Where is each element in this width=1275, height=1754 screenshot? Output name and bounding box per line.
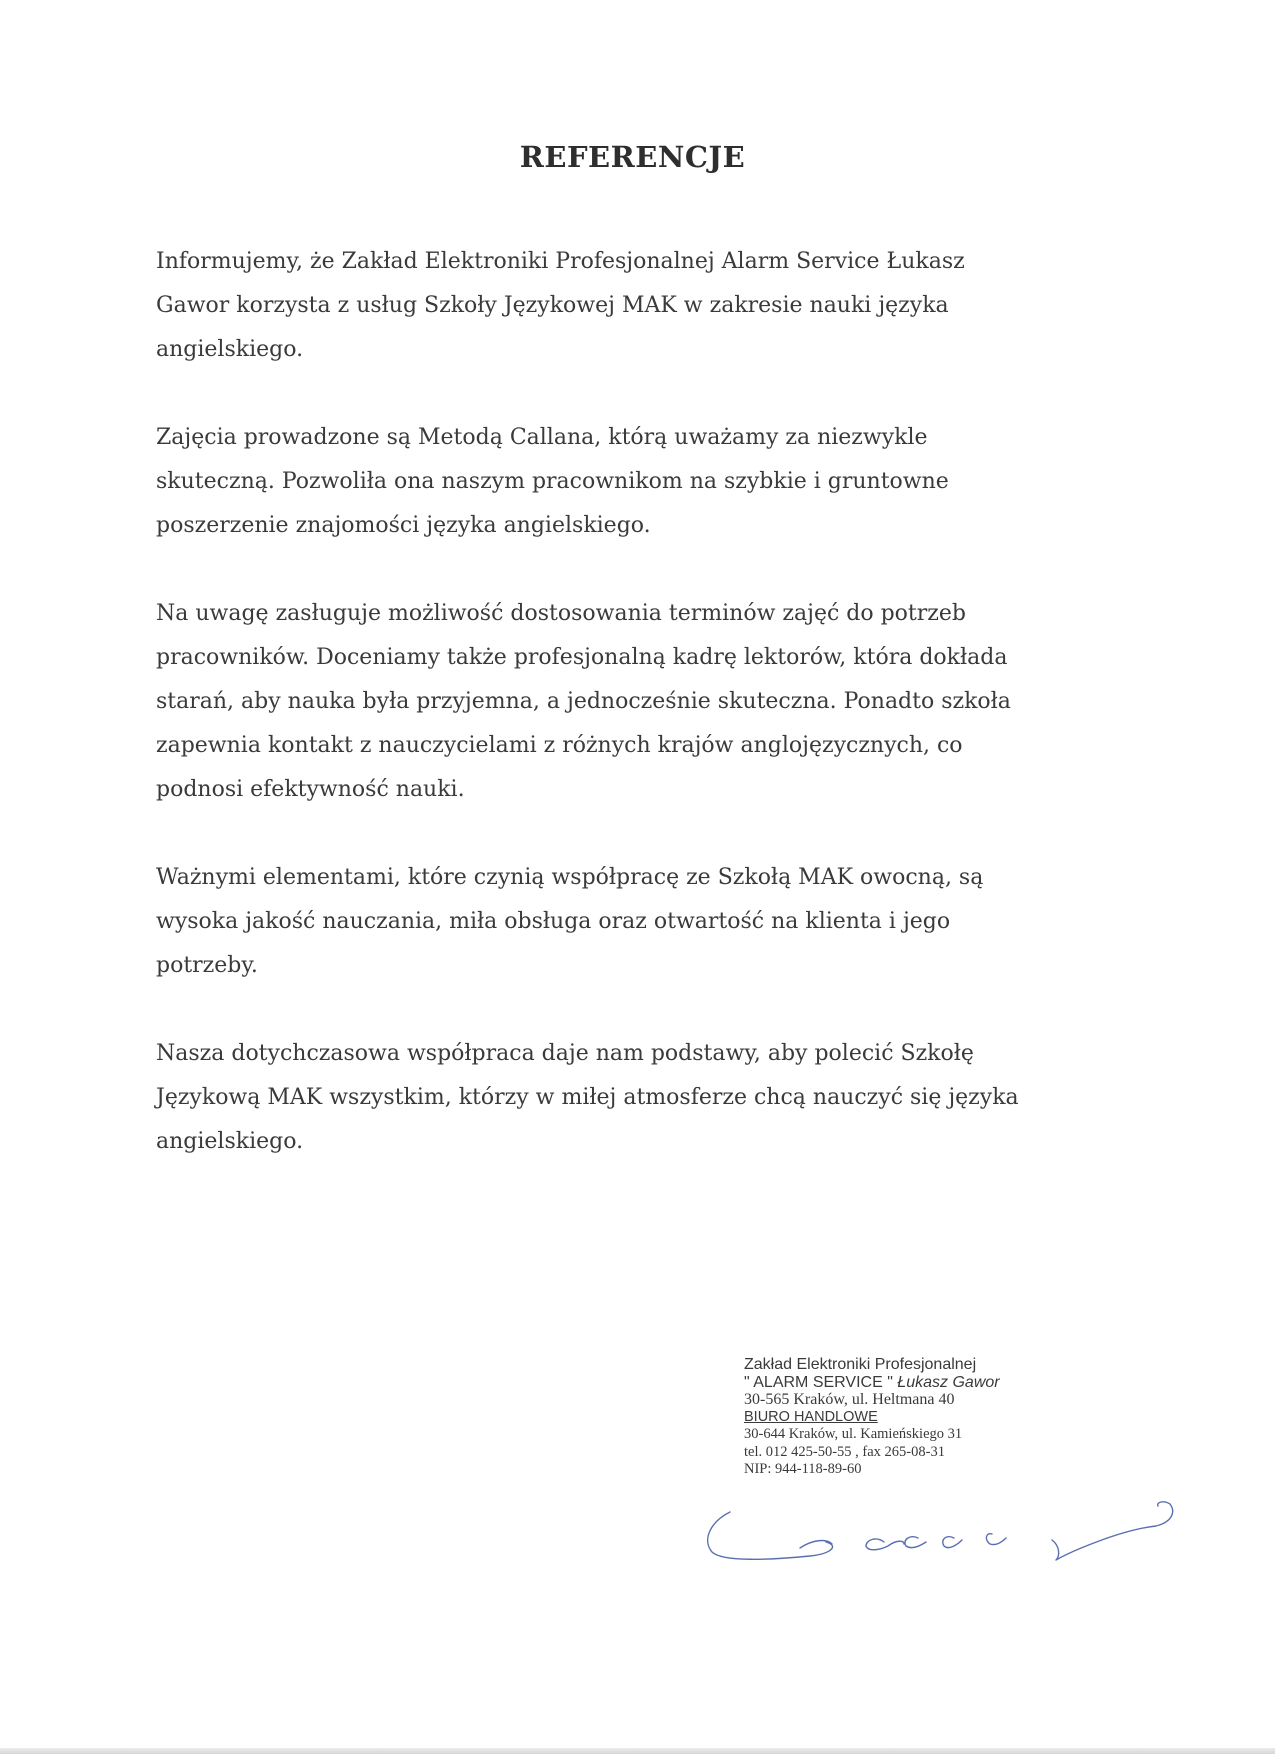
paragraph-line: Nasza dotychczasowa współpraca daje nam podstawy, aby polecić Szkołę xyxy=(156,1041,974,1066)
paragraph-line: pracowników. Doceniamy także profesjonalną kadrę lektorów, która dokłada xyxy=(156,645,1008,670)
document-body xyxy=(156,240,1096,1208)
scan-bottom-edge xyxy=(0,1748,1275,1754)
stamp-owner-name: Łukasz Gawor xyxy=(897,1373,1000,1391)
stamp-office-label: BIURO HANDLOWE xyxy=(744,1408,878,1425)
paragraph-3 xyxy=(156,592,1096,812)
paragraph-line: starań, aby nauka była przyjemna, a jednocześnie skuteczna. Ponadto szkoła xyxy=(156,689,1011,714)
paragraph-line: Ważnymi elementami, które czynią współpracę ze Szkołą MAK owocną, są xyxy=(156,865,984,890)
paragraph-line: Zajęcia prowadzone są Metodą Callana, którą uważamy za niezwykle xyxy=(156,425,928,450)
paragraph-line: Językową MAK wszystkim, którzy w miłej atmosferze chcą nauczyć się języka xyxy=(156,1085,1019,1110)
stamp-phone-line: tel. 012 425-50-55 , fax 265-08-31 xyxy=(744,1443,945,1460)
paragraph-line: Na uwagę zasługuje możliwość dostosowania terminów zajęć do potrzeb xyxy=(156,601,966,626)
paragraph-line: poszerzenie znajomości języka angielskiego. xyxy=(156,513,651,538)
paragraph-line: angielskiego. xyxy=(156,1129,304,1154)
paragraph-line: zapewnia kontakt z nauczycielami z różnych krajów anglojęzycznych, co xyxy=(156,733,963,758)
paragraph-5 xyxy=(156,1032,1096,1164)
stamp-nip-line: NIP: 944-118-89-60 xyxy=(744,1461,862,1477)
paragraph-line: Gawor korzysta z usług Szkoły Językowej MAK w zakresie nauki języka xyxy=(156,293,949,318)
paragraph-line: angielskiego. xyxy=(156,337,304,362)
paragraph-1 xyxy=(156,240,1096,372)
paragraph-line: podnosi efektywność nauki. xyxy=(156,777,465,802)
paragraph-line: potrzeby. xyxy=(156,953,258,978)
handwritten-signature-icon xyxy=(700,1460,1180,1570)
paragraph-line: Informujemy, że Zakład Elektroniki Profesjonalnej Alarm Service Łukasz xyxy=(156,249,965,274)
paragraph-2 xyxy=(156,416,1096,548)
stamp-address-line: 30-565 Kraków, ul. Heltmana 40 xyxy=(744,1391,955,1408)
stamp-name-line xyxy=(744,1374,1064,1392)
stamp-company-line: Zakład Elektroniki Profesjonalnej xyxy=(744,1356,977,1373)
stamp-service-name: " ALARM SERVICE " xyxy=(744,1373,893,1391)
paragraph-line: wysoka jakość nauczania, miła obsługa oraz otwartość na klienta i jego xyxy=(156,909,951,934)
stamp-office-address: 30-644 Kraków, ul. Kamieńskiego 31 xyxy=(744,1426,963,1442)
paragraph-4 xyxy=(156,856,1096,988)
document-title: REFERENCJE xyxy=(519,140,746,174)
paragraph-line: skuteczną. Pozwoliła ona naszym pracownikom na szybkie i gruntowne xyxy=(156,469,949,494)
